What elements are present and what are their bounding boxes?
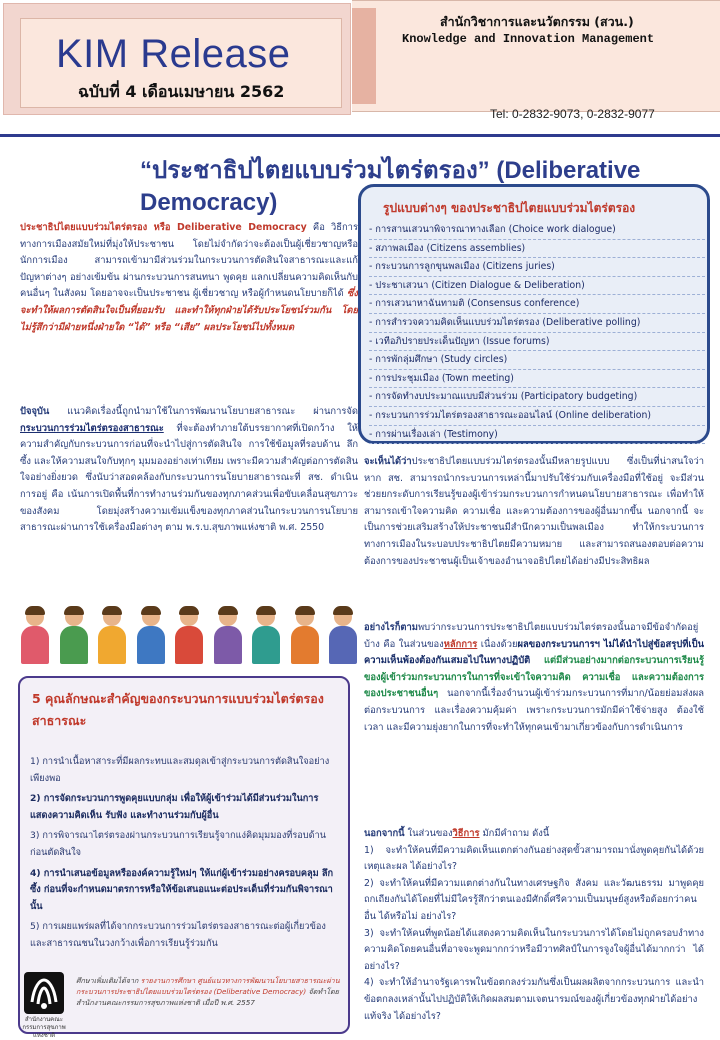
model-item: - กระบวนการร่วมไตร่ตรองสาธารณะออนไลน์ (Online deliberation) (369, 407, 705, 426)
characteristics-list (30, 754, 340, 957)
characteristic-item: 5) การเผยแพร่ผลที่ได้จากกระบวนการร่วมไตร่ตรองสาธารณะต่อผู้เกี่ยวข้อง และสาธารณชนในวงกว้างเพื่อการเรียนรู้ร่วมกัน (30, 921, 326, 949)
limitations-bold: ผลของกระบวนการฯ ไม่ได้นำไปสู่ข้อสรุปที่เป็นความเห็นพ้องต้องกันเสมอไปในทางปฏิบัติ (364, 638, 704, 667)
question-item: 3) จะทำให้คนที่พูดน้อยได้แสดงความคิดเห็นในกระบวนการได้โดยไม่ถูกครอบงำทางความคิดโดยคนอื่นที่อาจจะพูดมากกว่าหรือมีวาทศิลป์ในการจูงใจผู้อื่นได้มากกว่า ได้อย่างไร? (364, 927, 704, 972)
characteristics-title: 5 คุณลักษณะสำคัญของกระบวนการแบบร่วมไตร่ตรองสาธารณะ (32, 691, 324, 728)
person-figure (97, 606, 127, 664)
person-figure (213, 606, 243, 664)
model-item: - การประชุมเมือง (Town meeting) (369, 370, 705, 389)
header-divider (0, 134, 720, 137)
person-figure (251, 606, 281, 664)
footer-note (76, 975, 354, 1008)
footer-note-source: รายงานการศึกษา ศูนย์แนวทางการพัฒนานโยบายสาธารณะผ่านกระบวนการประชาธิปไตยแบบร่วมไตร่ตรอง (Deliberative Democracy) (76, 976, 340, 996)
person-figure (59, 606, 89, 664)
newsletter-header (0, 0, 720, 140)
benefits-paragraph (364, 454, 704, 570)
issue-label: ฉบับที่ 4 เดือนเมษายน 2562 (78, 82, 285, 101)
questions-section (364, 826, 704, 1025)
org-name-th: สำนักวิชาการและนวัตกรรม (สวน.) (440, 14, 634, 29)
contact-telephone: Tel: 0-2832-9073, 0-2832-9077 (490, 107, 655, 121)
limitations-underline: หลักการ (443, 638, 478, 650)
header-stripe-accent (352, 8, 376, 104)
model-item: - กระบวนการลูกขุนพลเมือง (Citizens juries) (369, 258, 705, 277)
person-figure (290, 606, 320, 664)
questions-intro (364, 826, 704, 843)
org-name-en: Knowledge and Innovation Management (402, 32, 655, 46)
person-figure (136, 606, 166, 664)
intro-lead: ประชาธิปไตยแบบร่วมไตร่ตรอง หรือ Deliberative Democracy (20, 222, 307, 233)
footer-note-b: จัดทำโดย สำนักงานคณะกรรมการสุขภาพแห่งชาติ เมื่อปี พ.ศ. 2557 (76, 987, 339, 1007)
current-use-underline: กระบวนการร่วมไตร่ตรองสาธารณะ (20, 422, 164, 434)
footer-note-a: ศึกษาเพิ่มเติมได้จาก (76, 976, 141, 985)
model-item: - การพักลุ่มศึกษา (Study circles) (369, 351, 705, 370)
limitations-paragraph (364, 620, 704, 736)
org-logo (18, 972, 70, 1039)
current-use-lead: ปัจจุบัน (20, 406, 50, 417)
model-item: - การเสวนาหาฉันทามติ (Consensus conference) (369, 295, 705, 314)
question-item: 2) จะทำให้คนที่มีความแตกต่างกันในทางเศรษฐกิจ สังคม และวัฒนธรรม มาพูดคุยถกเถียงกันได้โดยที่ไม่มีใครรู้สึกว่าตนเองมีศักดิ์ศรีความเป็นมนุษย์สูงหรือด้อยกว่าคนอื่น ได้หรือไม่ อย่างไร? (364, 877, 704, 922)
model-item: - การสำรวจความคิดเห็นแบบร่วมไตร่ตรอง (Deliberative polling) (369, 314, 705, 333)
model-item: - การสานเสวนาพิจารณาทางเลือก (Choice work dialogue) (369, 221, 705, 240)
article-title: “ประชาธิปไตยแบบร่วมไตร่ตรอง” (Deliberative Democracy) (140, 157, 641, 216)
logo-mark-icon (24, 972, 64, 1014)
characteristic-item: 1) การนำเนื้อหาสาระที่มีผลกระทบและสมดุลเข้าสู่กระบวนการตัดสินใจอย่างเพียงพอ (30, 756, 330, 784)
models-box (358, 184, 710, 444)
model-item: - การจัดทำงบประมาณแบบมีส่วนร่วม (Participatory budgeting) (369, 388, 705, 407)
question-item: 1) จะทำให้คนที่มีความคิดเห็นแตกต่างกันอย่างสุดขั้วสามารถมานั่งพูดคุยกันได้ด้วยเหตุและผล ได้อย่างไร? (364, 844, 704, 873)
model-item: - การผ่านเรื่องเล่า (Testimony) (369, 426, 705, 445)
questions-text-b: มักมีคำถาม ดังนี้ (479, 828, 550, 839)
limitations-text-b: เนื่องด้วย (477, 638, 518, 650)
intro-paragraph (20, 220, 358, 336)
limitations-lead: อย่างไรก็ตาม (364, 622, 418, 633)
benefits-text: ประชาธิปไตยแบบร่วมไตร่ตรองนั้นมีหลายรูปแบบ ซึ่งเป็นที่น่าสนใจว่า หาก สช. สามารถนำกระบวนการเหล่านี้มาปรับใช้ร่วมกับเครื่องมือที่ใช้อยู่ จะมีส่วนช่วยยกระดับการเรียนรู้ของผู้เข้าร่วมกระบวนการกำหนดนโยบายสาธารณะ เพื่อทำให้สามารถเข้าใจความคิด ความเชื่อ และความต้องการของผู้อื่นมากขึ้น นอกจากนี้ จะเป็นการช่วยเสริมสร้างให้ประชาชนมีสำนึกความเป็นพลเมือง ทำให้กระบวนการทางการเมืองในระบอบประชาธิปไตยมีความหมาย และสามารถสนองตอบต่อความต้องการของประชาชนผู้เป็นเจ้าของอำนาจอธิปไตยได้อย่างมีประสิทธิผล (364, 456, 704, 567)
questions-lead: นอกจากนี้ (364, 828, 405, 839)
intro-text: คือ วิธีการทางการเมืองสมัยใหม่ที่มุ่งให้ประชาชน โดยไม่จำกัดว่าจะต้องเป็นผู้เชี่ยวชาญหรือนักการเมือง สามารถเข้ามามีส่วนร่วมในกระบวนการตัดสินใจสาธารณะและแก้ปัญหาต่างๆ อย่างเข้มข้น ผ่านกระบวนการสนทนา พูดคุย แลกเปลี่ยนความคิดเห็นกับคนอื่นๆ ในสังคม โดยอาจจะเป็นประชาชน ผู้เชี่ยวชาญ หรือผู้กำหนดนโยบายก็ได้ (20, 222, 358, 300)
model-item: - สภาพลเมือง (Citizens assemblies) (369, 240, 705, 259)
benefits-lead: จะเห็นได้ว่า (364, 456, 412, 467)
current-use-paragraph (20, 404, 358, 537)
limitations-text-c: นอกจากนี้เรื่องจำนวนผู้เข้าร่วมกระบวนการที่มาก/น้อยย่อมส่งผลต่อกระบวนการ และเรื่องความคุ้มค่า เพราะกระบวนการมักมีค่าใช้จ่ายสูง ต้องใช้เวลา และมีความยุ่งยากในการที่จะทำให้ทุกคนเข้ามาเกี่ยวข้องกับการดำเนินการ (364, 688, 704, 733)
characteristic-item: 2) การจัดกระบวนการพูดคุยแบบกลุ่ม เพื่อให้ผู้เข้าร่วมได้มีส่วนร่วมในการแสดงความคิดเห็น รับฟัง และทำงานร่วมกับผู้อื่น (30, 793, 319, 821)
limitations-green: แต่มีส่วนอย่างมากต่อกระบวนการเรียนรู้ของผู้เข้าร่วมกระบวนการในการที่จะเข้าใจความคิด ความเชื่อ และความต้องการของประชาชนอื่นๆ (364, 655, 704, 700)
intro-highlight: ซึ่งจะทำให้ผลการตัดสินใจเป็นที่ยอมรับ และทำให้ทุกฝ่ายได้รับประโยชน์ร่วมกัน โดยไม่รู้สึกว่ามีฝ่ายหนึ่งฝ่ายใด “ได้” หรือ “เสีย” ผลประโยชน์ไปทั้งหมด (20, 288, 358, 333)
model-item: - เวทีอภิปรายประเด็นปัญหา (Issue forums) (369, 333, 705, 352)
person-figure (174, 606, 204, 664)
limitations-text-a: พบว่ากระบวนการประชาธิปไตยแบบร่วมไตร่ตรองนั้นอาจมีข้อจำกัดอยู่บ้าง คือ ในส่วนของ (364, 622, 699, 650)
model-item: - ประชาเสวนา (Citizen Dialogue & Deliberation) (369, 277, 705, 296)
models-title: รูปแบบต่างๆ ของประชาธิปไตยแบบร่วมไตร่ตรอง (383, 201, 636, 215)
characteristic-item: 4) การนำเสนอข้อมูลหรือองค์ความรู้ใหม่ๆ ให้แก่ผู้เข้าร่วมอย่างครอบคลุม ลึกซึ้ง ก่อนที่จะกำหนดมาตรการหรือให้ข้อเสนอแนะต่อประเด็นที่ร่วมกันพิจารณานั้น (30, 867, 334, 912)
logo-text: สำนักงานคณะกรรมการสุขภาพแห่งชาติ (22, 1016, 66, 1039)
models-list (369, 221, 705, 444)
person-figure (328, 606, 358, 664)
questions-underline: วิธีการ (452, 828, 480, 839)
people-illustration (20, 602, 358, 664)
newsletter-title: KIM Release (56, 32, 291, 76)
current-use-text-b: ที่จะต้องทำภายใต้บรรยากาศที่เปิดกว้าง ให้ความสำคัญกับกระบวนการก่อนที่จะนำไปสู่การตัดสินใจ การใช้ข้อมูลที่รอบด้าน ลึกซึ้ง และให้ความสนใจกับทุกๆ มุมมองอย่างเท่าเทียม เพราะมีความสำคัญต่อการตัดสินใจอย่างยิ่งยวด ซึ่งนับว่าสอดคล้องกับกระบวนการนโยบายสาธารณะที่ สช. ดำเนินการอยู่ คือ เน้นการเปิดพื้นที่การทำงานร่วมกันของทุกภาคส่วนเพื่อขับเคลื่อนสุขภาวะของสังคม โดยมุ่งสร้างความเข้มแข็งของทุกภาคส่วนในกระบวนการนโยบายสาธารณะผ่านการใช้เครื่องมือต่างๆ ตาม พ.ร.บ.สุขภาพแห่งชาติ พ.ศ. 2550 (20, 422, 358, 534)
question-item: 4) จะทำให้อำนาจรัฐเคารพในข้อตกลงร่วมกันซึ่งเป็นผลผลิตจากกระบวนการ และนำข้อตกลงเหล่านั้นไปปฏิบัติให้เกิดผลสมตามเจตนารมณ์ของผู้เกี่ยวข้องทุกฝ่ายได้อย่างแท้จริง ได้อย่างไร? (364, 977, 704, 1022)
characteristic-item: 3) การพิจารณาไตร่ตรองผ่านกระบวนการเรียนรู้จากแง่คิดมุมมองที่รอบด้านก่อนตัดสินใจ (30, 830, 327, 858)
person-figure (20, 606, 50, 664)
current-use-text-a: แนวคิดเรื่องนี้ถูกนำมาใช้ในการพัฒนานโยบายสาธารณะ ผ่านการจัด (49, 406, 358, 417)
questions-text-a: ในส่วนของ (404, 828, 453, 839)
